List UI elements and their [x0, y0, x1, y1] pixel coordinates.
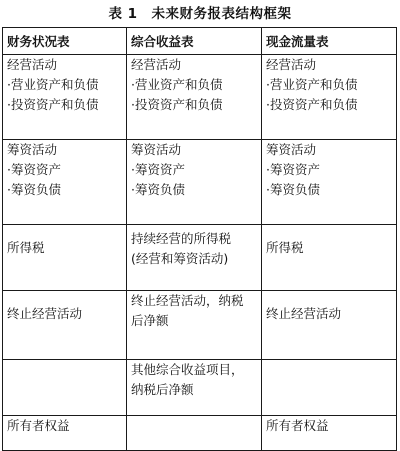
- cell-line: 其他综合收益项目，: [131, 362, 244, 377]
- cell-line: 筹资活动: [7, 142, 58, 157]
- cell-line: 经营活动: [131, 57, 182, 72]
- row-financing-activities: [3, 140, 397, 225]
- cell-line: 筹资活动: [131, 142, 182, 157]
- cell-discontinued-financial-position: [3, 291, 127, 360]
- cell-line: ·筹资资产: [7, 162, 61, 177]
- header-financial-position: 财务状况表: [3, 28, 127, 55]
- cell-oci-comprehensive-income: [127, 360, 262, 416]
- cell-line: ·筹资资产: [131, 162, 185, 177]
- cell-financing-financial-position: [3, 140, 127, 225]
- row-discontinued-operations: [3, 291, 397, 360]
- row-other-comprehensive-income: [3, 360, 397, 416]
- cell-line: 纳税后净额: [131, 382, 194, 397]
- cell-discontinued-comprehensive-income: [127, 291, 262, 360]
- cell-operating-comprehensive-income: [127, 55, 262, 140]
- cell-line: ·筹资负债: [7, 182, 61, 197]
- cell-line: 筹资活动: [266, 142, 317, 157]
- cell-line: ·筹资资产: [266, 162, 320, 177]
- cell-equity-cash-flow: [262, 416, 397, 451]
- cell-equity-financial-position: [3, 416, 127, 451]
- header-cash-flow: 现金流量表: [262, 28, 397, 55]
- cell-income-tax-financial-position: [3, 225, 127, 291]
- cell-line: 所得税: [7, 240, 45, 255]
- financial-statement-framework-table: [2, 27, 397, 451]
- cell-line: ·营业资产和负债: [266, 77, 358, 92]
- cell-line: ·投资资产和负债: [7, 97, 99, 112]
- cell-financing-comprehensive-income: [127, 140, 262, 225]
- cell-line: 经营活动: [7, 57, 58, 72]
- cell-operating-financial-position: [3, 55, 127, 140]
- cell-equity-comprehensive-income-empty: [127, 416, 262, 451]
- cell-line: ·营业资产和负债: [131, 77, 223, 92]
- table-caption: [0, 2, 400, 22]
- cell-line: ·投资资产和负债: [266, 97, 358, 112]
- cell-income-tax-cash-flow: [262, 225, 397, 291]
- cell-line: ·营业资产和负债: [7, 77, 99, 92]
- cell-financing-cash-flow: [262, 140, 397, 225]
- table-number: 表 1: [108, 6, 138, 22]
- header-row: [3, 28, 397, 55]
- cell-line: 所有者权益: [266, 418, 329, 433]
- cell-line: 所得税: [266, 240, 304, 255]
- table-title: 未来财务报表结构框架: [151, 6, 292, 22]
- cell-oci-cash-flow-empty: [262, 360, 397, 416]
- cell-line: 持续经营的所得税: [131, 231, 232, 246]
- cell-line: (经营和筹资活动): [131, 251, 229, 266]
- cell-operating-cash-flow: [262, 55, 397, 140]
- header-comprehensive-income: 综合收益表: [127, 28, 262, 55]
- cell-line: ·筹资负债: [131, 182, 185, 197]
- cell-line: ·筹资负债: [266, 182, 320, 197]
- cell-line: 经营活动: [266, 57, 317, 72]
- cell-line: 终止经营活动: [266, 306, 342, 321]
- cell-line: 终止经营活动: [7, 306, 83, 321]
- cell-oci-financial-position-empty: [3, 360, 127, 416]
- cell-discontinued-cash-flow: [262, 291, 397, 360]
- row-income-tax: [3, 225, 397, 291]
- cell-line: 终止经营活动，纳税: [131, 293, 244, 308]
- cell-line: 后净额: [131, 313, 169, 328]
- row-operating-activities: [3, 55, 397, 140]
- cell-line: ·投资资产和负债: [131, 97, 223, 112]
- row-owners-equity: [3, 416, 397, 451]
- cell-line: 所有者权益: [7, 418, 70, 433]
- cell-income-tax-comprehensive-income: [127, 225, 262, 291]
